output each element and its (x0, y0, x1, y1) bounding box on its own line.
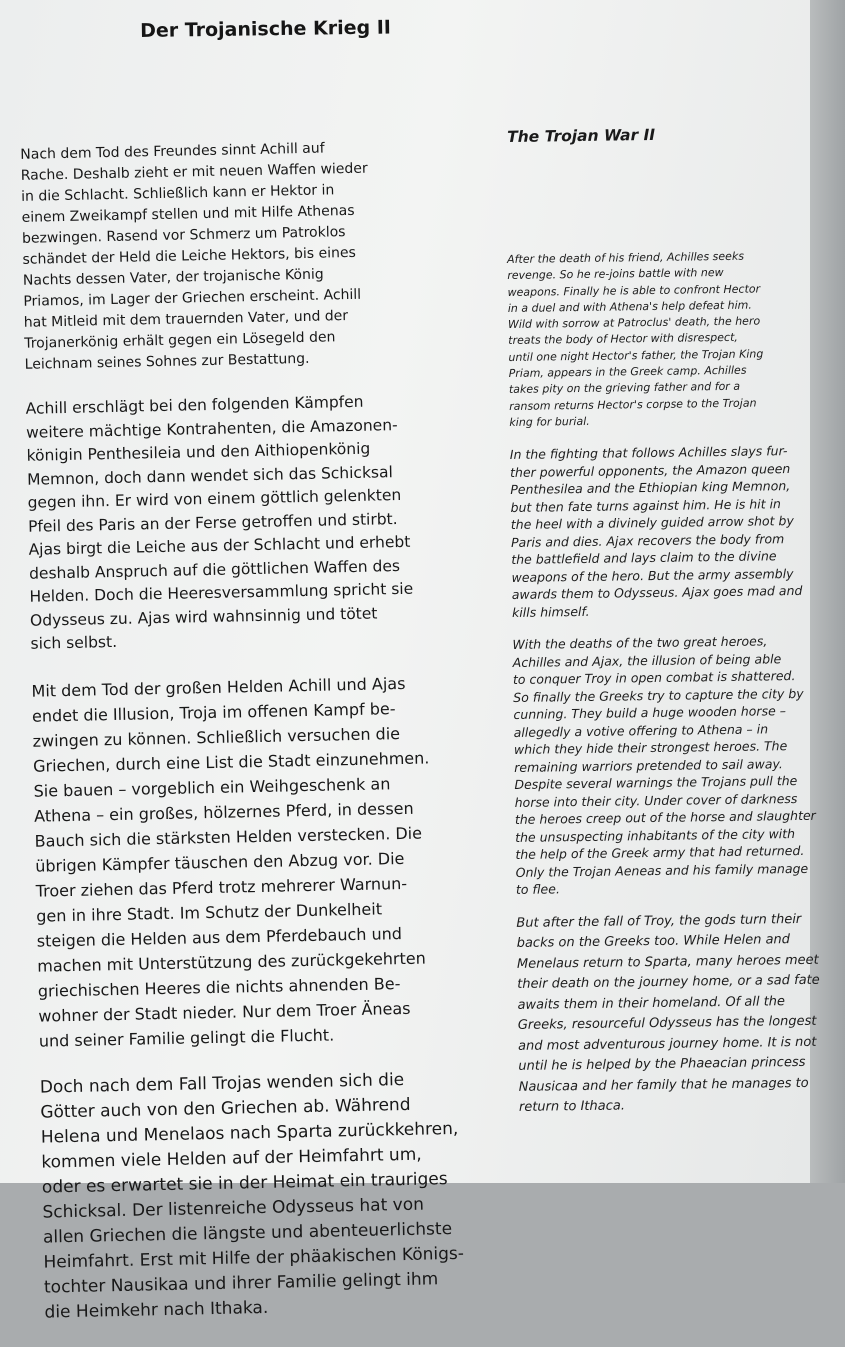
page-title: Der Trojanische Krieg II (140, 16, 392, 42)
english-title: The Trojan War II (507, 125, 656, 146)
german-paragraph-1: Nach dem Tod des Freundes sinnt Achill auf Rache. Deshalb zieht er mit neuen Waffen wieder in die Schlacht. Schließlich kann er Hektor in einem Zweikampf stellen und mit Hilfe Athenas bezwingen. Rasend vor Schmerz um Patroklos schändet der Held die Leiche Hektors, bis eines Nachts dessen Vater, der trojanische König Priamos, im Lager der Griechen erscheint. Achill hat Mitleid mit dem trauernden Vater, und der Trojanerkönig erhält gegen ein Lösegeld den Leichnam seines Sohnes zur Bestattung. (20, 140, 368, 373)
german-paragraph-3: Mit dem Tod der großen Helden Achill und Ajas endet die Illusion, Troja im offenen Kampf be- zwingen zu können. Schließlich versuchen die Griechen, durch eine List die Stadt einzunehmen. Sie bauen – vorgeblich ein Weihgeschenk an Athena – ein großes, hölzernes Pferd, in dessen Bauch sich die stärksten Helden verstecken. Die übrigen Kämpfer täuschen den Abzug vor. Die Troer ziehen das Pferd trotz mehrerer Warnun- gen in ihre Stadt. Im Schutz der Dunkelheit steigen die Helden aus dem Pferdebauch und machen mit Unterstützung des zurückgekehrten griechischen Heeres die nichts ahnenden Be- wohner der Stadt nieder. Nur dem Troer Äneas und seiner Familie gelingt die Flucht. (31, 673, 430, 1051)
english-paragraph-3: With the deaths of the two great heroes, Achilles and Ajax, the illusion of being able to conquer Troy in open combat is shattered. So finally the Greeks try to capture the city by cunning. They build a huge wooden horse – allegedly a votive offering to Athena – in which they hide their strongest heroes. The remaining warriors pretended to sail away. Despite several warnings the Trojans pull the horse into their city. Under cover of darkness the heroes creep out of the horse and slaughter the unsuspecting inhabitants of the city with the help of the Greek army that had returned. Only the Trojan Aeneas and his family manage to flee. (512, 633, 816, 898)
german-paragraph-4: Doch nach dem Fall Trojas wenden sich die Götter auch von den Griechen ab. Während Helena und Menelaos nach Sparta zurückkehren, kommen viele Helden auf der Heimfahrt um, oder es erwartet sie in der Heimat ein trauriges Schicksal. Der listenreiche Odysseus hat von allen Griechen die längste und abenteuerlichste Heimfahrt. Erst mit Hilfe der phäakischen Königs- tochter Nausikaa und ihrer Familie gelingt ihm die Heimkehr nach Ithaka. (39, 1069, 465, 1323)
german-text-column (20, 135, 515, 1347)
english-paragraph-1: After the death of his friend, Achilles seeks revenge. So he re-joins battle with new weapons. Finally he is able to confront Hector in a duel and with Athena's help defeat him. Wild with sorrow at Patroclus' death, the hero treats the body of Hector with disrespect, until one night Hector's father, the Trojan King Priam, appears in the Greek camp. Achilles takes pity on the grieving father and for a ransom returns Hector's corpse to the Trojan king for burial. (507, 249, 764, 429)
english-paragraph-2: In the fighting that follows Achilles slays fur- ther powerful opponents, the Amazon queen Penthesilea and the Ethiopian king Memnon, but then fate turns against him. He is hit in the heel with a divinely guided arrow shot by Paris and dies. Ajax recovers the body from the battlefield and lays claim to the divine weapons of the hero. But the army assembly awards them to Odysseus. Ajax goes mad and kills himself. (509, 443, 803, 620)
english-text-column (507, 248, 839, 1134)
german-paragraph-2: Achill erschlägt bei den folgenden Kämpfen weitere mächtige Kontrahenten, die Amazonen- königin Penthesileia und den Aithiopenkönig Memnon, doch dann wendet sich das Schicksal gegen ihn. Er wird von einem göttlich gelenkten Pfeil des Paris an der Ferse getroffen und stirbt. Ajas birgt die Leiche aus der Schlacht und erhebt deshalb Anspruch auf die göttlichen Waffen des Helden. Doch die Heeresversammlung spricht sie Odysseus zu. Ajas wird wahnsinnig und tötet sich selbst. (25, 392, 414, 653)
english-paragraph-4: But after the fall of Troy, the gods turn their backs on the Greeks too. While Helen and Menelaus return to Sparta, many heroes meet their death on the journey home, or a sad fate awaits them in their homeland. Of all the Greeks, resourceful Odysseus has the longest and most adventurous journey home. It is not until he is helped by the Phaeacian princess Nausicaa and her family that he manages to return to Ithaca. (516, 911, 820, 1116)
